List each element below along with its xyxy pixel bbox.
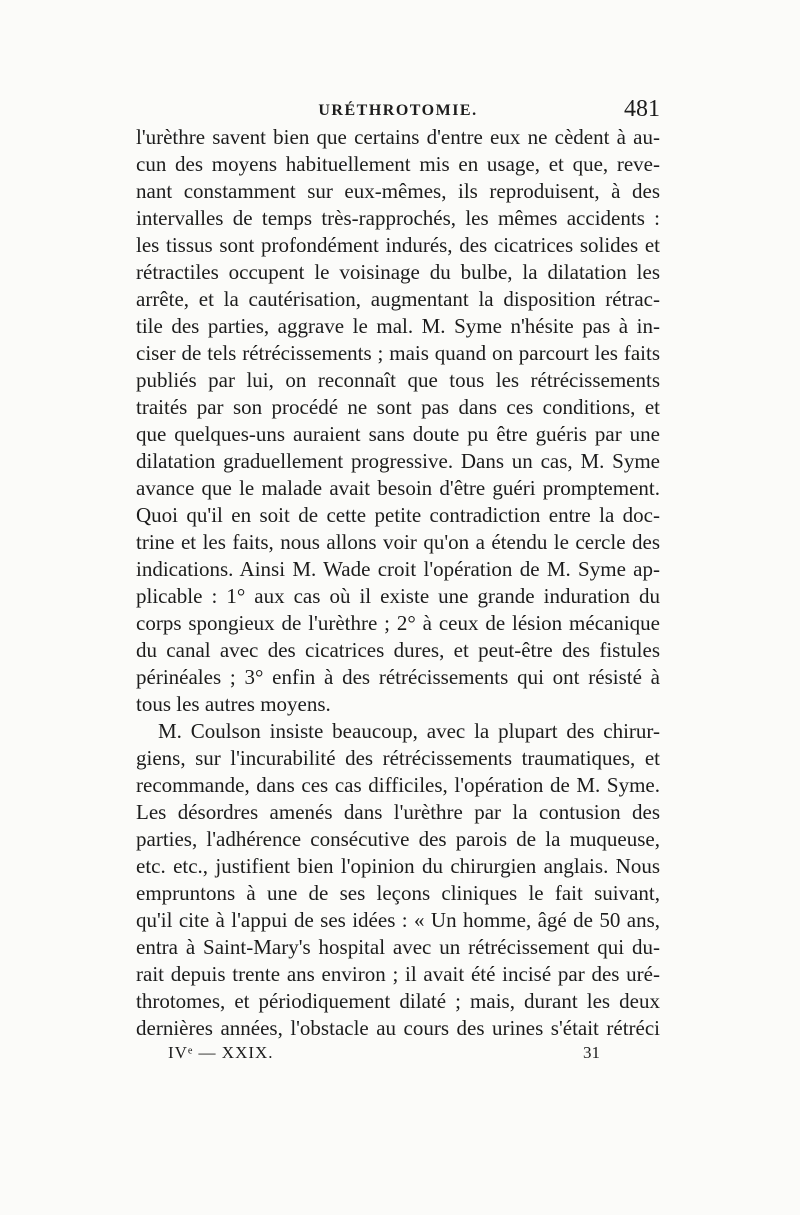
text-line: entra à Saint-Mary's hospital avec un rétrécissement qui du-: [136, 935, 660, 959]
text-line: etc. etc., justifient bien l'opinion du chirurgien anglais. Nous: [136, 854, 660, 878]
text-line: nant constamment sur eux-mêmes, ils reproduisent, à des: [136, 179, 660, 203]
paragraph-start-line: M. Coulson insiste beaucoup, avec la plupart des chirur-: [158, 719, 660, 743]
text-line: cun des moyens habituellement mis en usage, et que, reve-: [136, 152, 660, 176]
page-number: 481: [624, 96, 660, 122]
text-line: avance que le malade avait besoin d'être guéri promptement.: [136, 476, 660, 500]
text-line: périnéales ; 3° enfin à des rétrécissements qui ont résisté à: [136, 665, 660, 689]
text-line: que quelques-uns auraient sans doute pu être guéris par une: [136, 422, 660, 446]
signature-footer: [168, 1043, 600, 1067]
text-line: rait depuis trente ans environ ; il avait été incisé par des uré-: [136, 962, 660, 986]
text-line: dilatation graduellement progressive. Dans un cas, M. Syme: [136, 449, 660, 473]
text-line: traités par son procédé ne sont pas dans ces conditions, et: [136, 395, 660, 419]
text-line: indications. Ainsi M. Wade croit l'opération de M. Syme ap-: [136, 557, 660, 581]
body-text: [136, 124, 660, 1042]
text-line: l'urèthre savent bien que certains d'entre eux ne cèdent à au-: [136, 125, 660, 149]
text-line: du canal avec des cicatrices dures, et peut-être des fistules: [136, 638, 660, 662]
text-line: throtomes, et périodiquement dilaté ; mais, durant les deux: [136, 989, 660, 1013]
text-line: Les désordres amenés dans l'urèthre par la contusion des: [136, 800, 660, 824]
running-head: [136, 96, 660, 126]
text-line: giens, sur l'incurabilité des rétrécissements traumatiques, et: [136, 746, 660, 770]
text-line: empruntons à une de ses leçons cliniques le fait suivant,: [136, 881, 660, 905]
text-line: trine et les faits, nous allons voir qu'on a étendu le cercle des: [136, 530, 660, 554]
text-line: corps spongieux de l'urèthre ; 2° à ceux de lésion mécanique: [136, 611, 660, 635]
text-line: qu'il cite à l'appui de ses idées : « Un homme, âgé de 50 ans,: [136, 908, 660, 932]
running-title: URÉTHROTOMIE.: [318, 102, 478, 119]
text-line: plicable : 1° aux cas où il existe une grande induration du: [136, 584, 660, 608]
text-line: les tissus sont profondément indurés, des cicatrices solides et: [136, 233, 660, 257]
text-line: rétractiles occupent le voisinage du bulbe, la dilatation les: [136, 260, 660, 284]
text-line: arrête, et la cautérisation, augmentant la disposition rétrac-: [136, 287, 660, 311]
paragraph-end-line: tous les autres moyens.: [136, 692, 331, 716]
signature-mark: IVᵉ — XXIX.: [168, 1043, 274, 1062]
text-line: publiés par lui, on reconnaît que tous les rétrécissements: [136, 368, 660, 392]
text-line: Quoi qu'il en soit de cette petite contradiction entre la doc-: [136, 503, 660, 527]
text-line: recommande, dans ces cas difficiles, l'opération de M. Syme.: [136, 773, 660, 797]
text-line: intervalles de temps très-rapprochés, les mêmes accidents :: [136, 206, 660, 230]
text-line: tile des parties, aggrave le mal. M. Syme n'hésite pas à in-: [136, 314, 660, 338]
text-line: dernières années, l'obstacle au cours des urines s'était rétréci: [136, 1016, 660, 1040]
text-line: ciser de tels rétrécissements ; mais quand on parcourt les faits: [136, 341, 660, 365]
text-line: parties, l'adhérence consécutive des parois de la muqueuse,: [136, 827, 660, 851]
signature-number: 31: [583, 1043, 600, 1062]
